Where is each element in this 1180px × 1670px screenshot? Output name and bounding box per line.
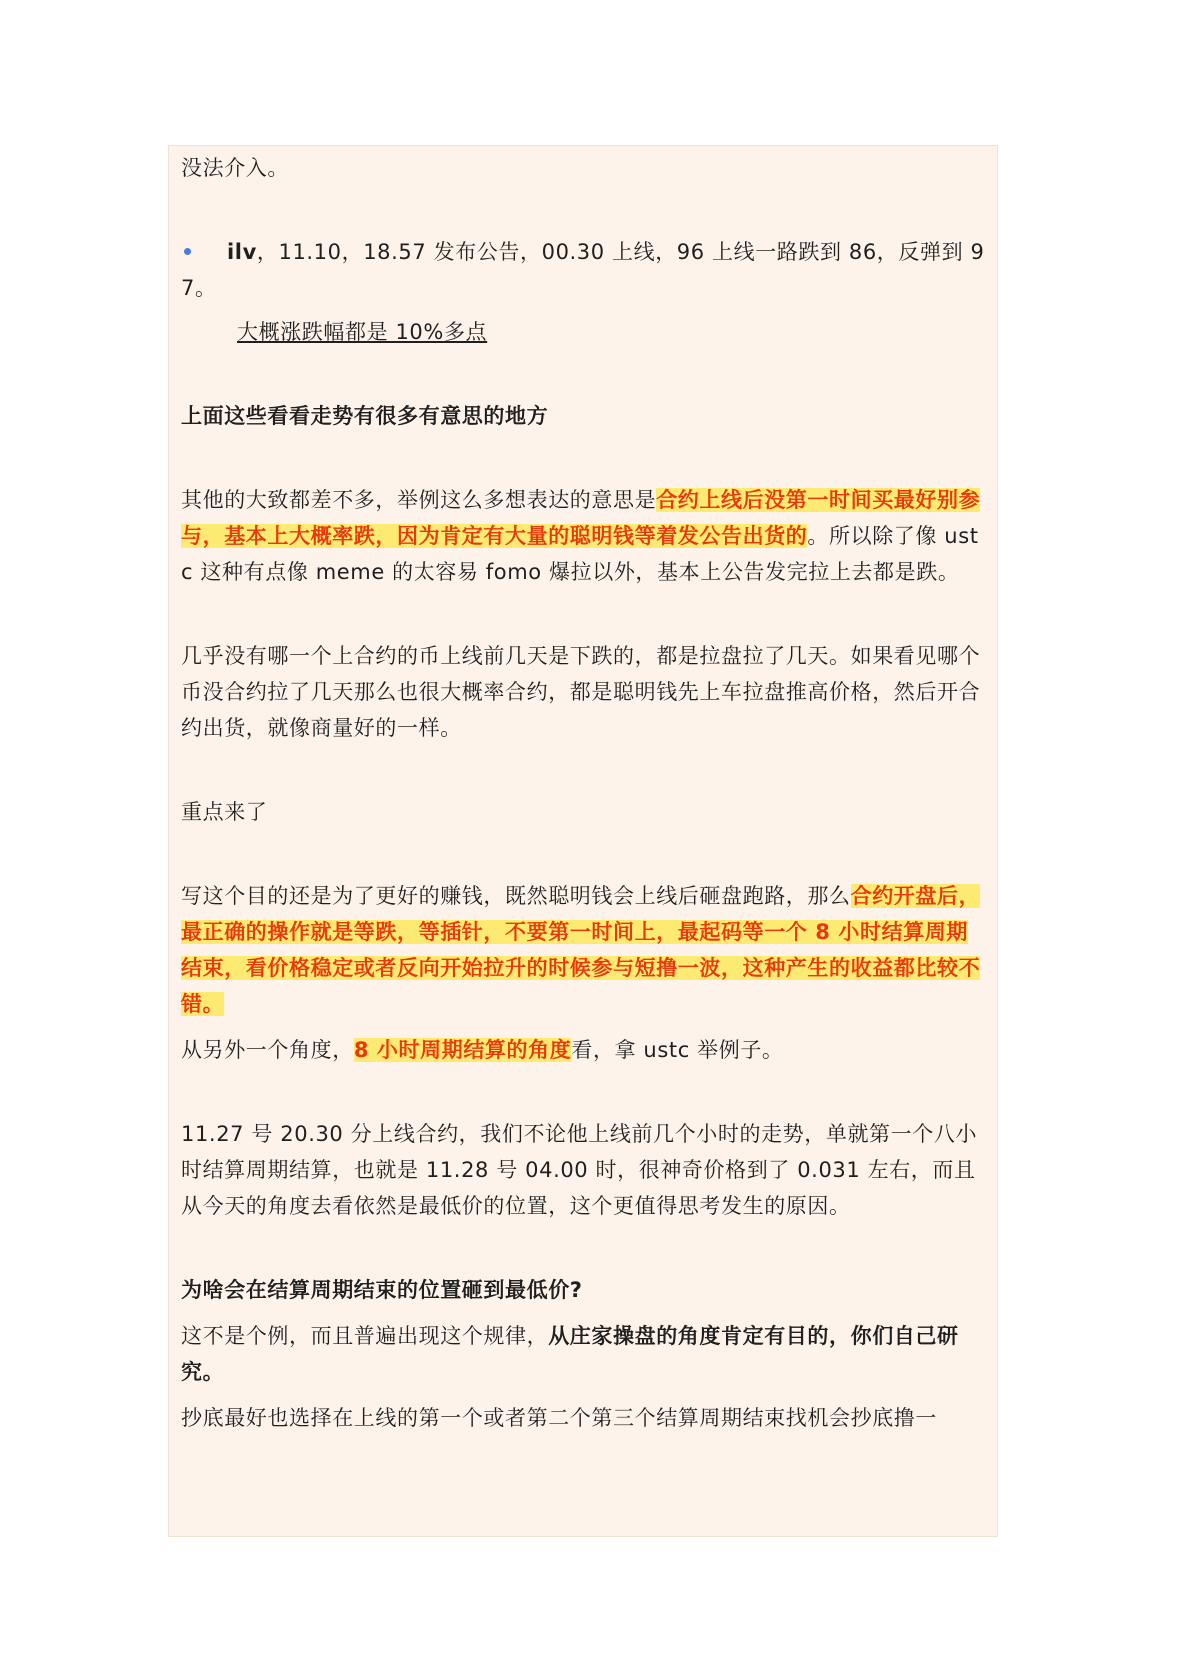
paragraph-pump: 几乎没有哪一个上合约的币上线前几天是下跌的，都是拉盘拉了几天。如果看见哪个币没合约拉了几天那么也很大概率合约，都是聪明钱先上车拉盘推高价格，然后开合约出货，就像商量好的一样。 <box>181 644 981 740</box>
bullet-dot-icon <box>184 248 191 255</box>
underline-note <box>181 314 987 350</box>
paragraph-angle-tail: 看，拿 ustc 举例子。 <box>571 1038 784 1062</box>
paragraph-summary <box>181 482 987 590</box>
underline-note-text: 大概涨跌幅都是 10%多点 <box>237 320 488 344</box>
paragraph-pattern-bold: 从庄家操盘的角度肯定有目的，你们自己研究。 <box>181 1324 959 1384</box>
paragraph-summary-lead: 其他的大致都差不多，举例这么多想表达的意思是 <box>181 488 657 512</box>
document-content <box>181 146 987 1436</box>
paragraph-angle-lead: 从另外一个角度， <box>181 1038 354 1062</box>
paragraph-angle <box>181 1032 987 1068</box>
paragraph-intro: 没法介入。 <box>181 156 289 180</box>
paragraph-bottom-fishing: 抄底最好也选择在上线的第一个或者第二个第三个结算周期结束找机会抄底撸一 <box>181 1406 937 1430</box>
paragraph-pattern-lead: 这不是个例，而且普遍出现这个规律， <box>181 1324 549 1348</box>
paragraph-keypoint: 重点来了 <box>181 800 268 824</box>
paragraph-strategy-lead: 写这个目的还是为了更好的赚钱，既然聪明钱会上线后砸盘跑路，那么 <box>181 884 851 908</box>
highlight-warning: 合约上线后没第一时间买最好别参与，基本上大概率跌，因为肯定有大量的聪明钱等着发公告出货的 <box>181 488 981 548</box>
paragraph-pattern <box>181 1318 987 1390</box>
paragraph-summary-tail: 。所以除了像 ustc 这种有点像 meme 的太容易 fomo 爆拉以外，基本上公告发完拉上去都是跌。 <box>181 524 979 584</box>
document-card <box>168 145 998 1537</box>
highlight-angle: 8 小时周期结算的角度 <box>353 1038 572 1062</box>
bullet-token-name: ilv <box>227 240 257 264</box>
highlight-strategy: 合约开盘后，最正确的操作就是等跌，等插针，不要第一时间上，最起码等一个 8 小时结算周期结束，看价格稳定或者反向开始拉升的时候参与短撸一波，这种产生的收益都比较不错。 <box>181 884 981 1016</box>
bullet-item-ilv <box>181 234 987 306</box>
paragraph-strategy <box>181 878 987 1022</box>
bullet-text: ，11.10，18.57 发布公告，00.30 上线，96 上线一路跌到 86，反弹到 97。 <box>181 240 985 300</box>
section-heading-1: 上面这些看看走势有很多有意思的地方 <box>181 404 549 428</box>
section-heading-2: 为啥会在结算周期结束的位置砸到最低价? <box>181 1278 583 1302</box>
paragraph-ustc: 11.27 号 20.30 分上线合约，我们不论他上线前几个小时的走势，单就第一个八小时结算周期结算，也就是 11.28 号 04.00 时，很神奇价格到了 0.031 左右，而且从今天的角度去看依然是最低价的位置，这个更值得思考发生的原因。 <box>181 1122 978 1218</box>
